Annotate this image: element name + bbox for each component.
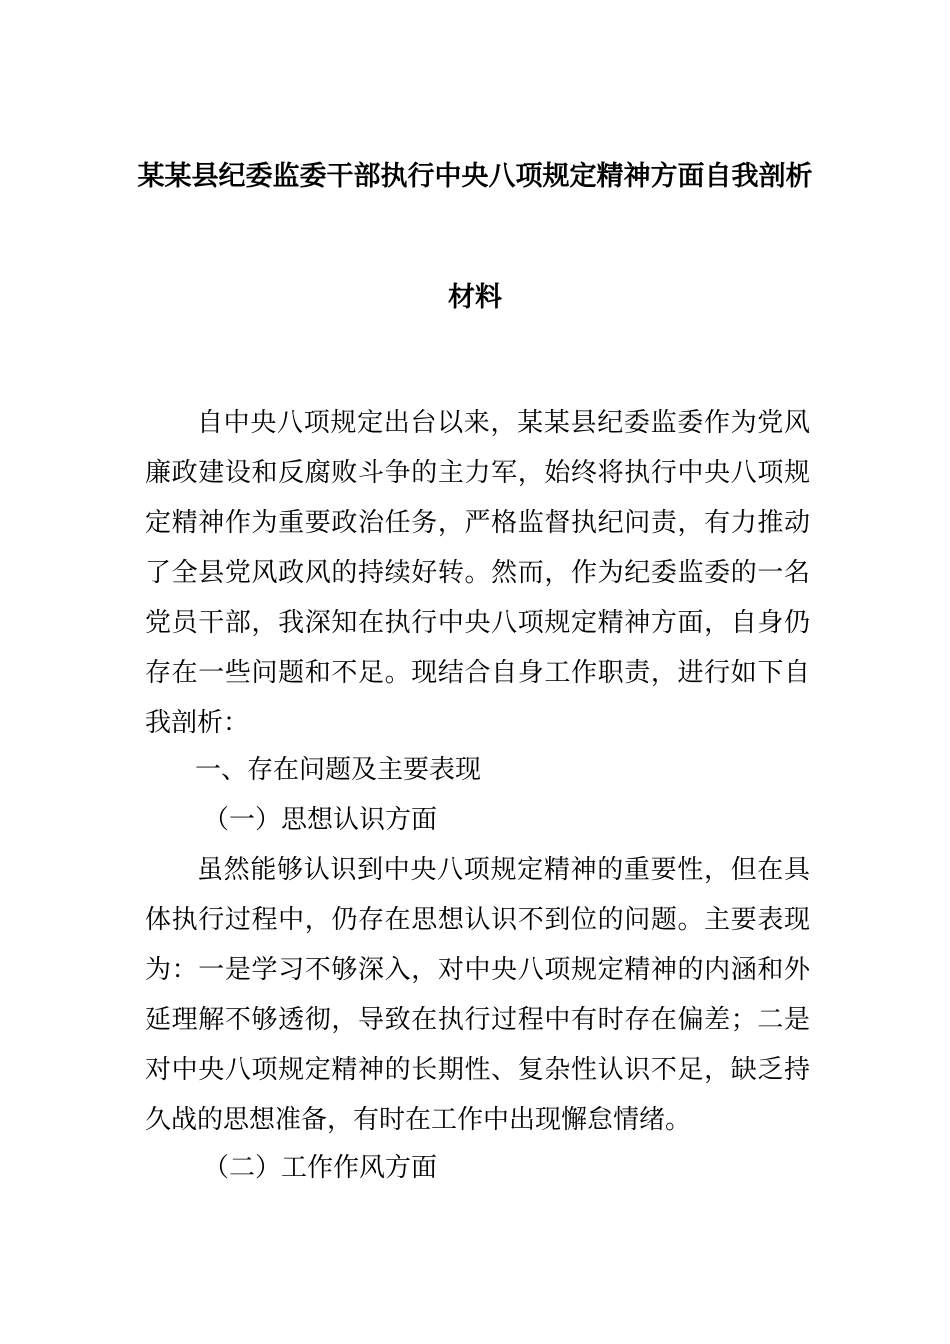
section-heading-1: 一、存在问题及主要表现 <box>195 755 482 785</box>
subsection-heading-1: （一）思想认识方面 <box>203 805 438 835</box>
document-title-line1: 某某县纪委监委干部执行中央八项规定精神方面自我剖析 <box>137 161 813 192</box>
intro-paragraph: 自中央八项规定出台以来，某某县纪委监委作为党风廉政建设和反腐败斗争的主力军，始终将执行中央八项规定精神作为重要政治任务，严格监督执纪问责，有力推动了全县党风政风的持续好转。然而，作为纪委监委的一名党员干部，我深知在执行中央八项规定精神方面，自身仍存在一些问题和不足。现结合自身工作职责，进行如下自我剖析： <box>145 408 810 738</box>
subsection-paragraph-1: 虽然能够认识到中央八项规定精神的重要性，但在具体执行过程中，仍存在思想认识不到位的问题。主要表现为：一是学习不够深入，对中央八项规定精神的内涵和外延理解不够透彻，导致在执行过程中有时存在偏差；二是对中央八项规定精神的长期性、复杂性认识不足，缺乏持久战的思想准备，有时在工作中出现懈怠情绪。 <box>145 855 810 1135</box>
document-title-line2: 材料 <box>448 282 502 313</box>
subsection-heading-2: （二）工作作风方面 <box>203 1153 438 1183</box>
